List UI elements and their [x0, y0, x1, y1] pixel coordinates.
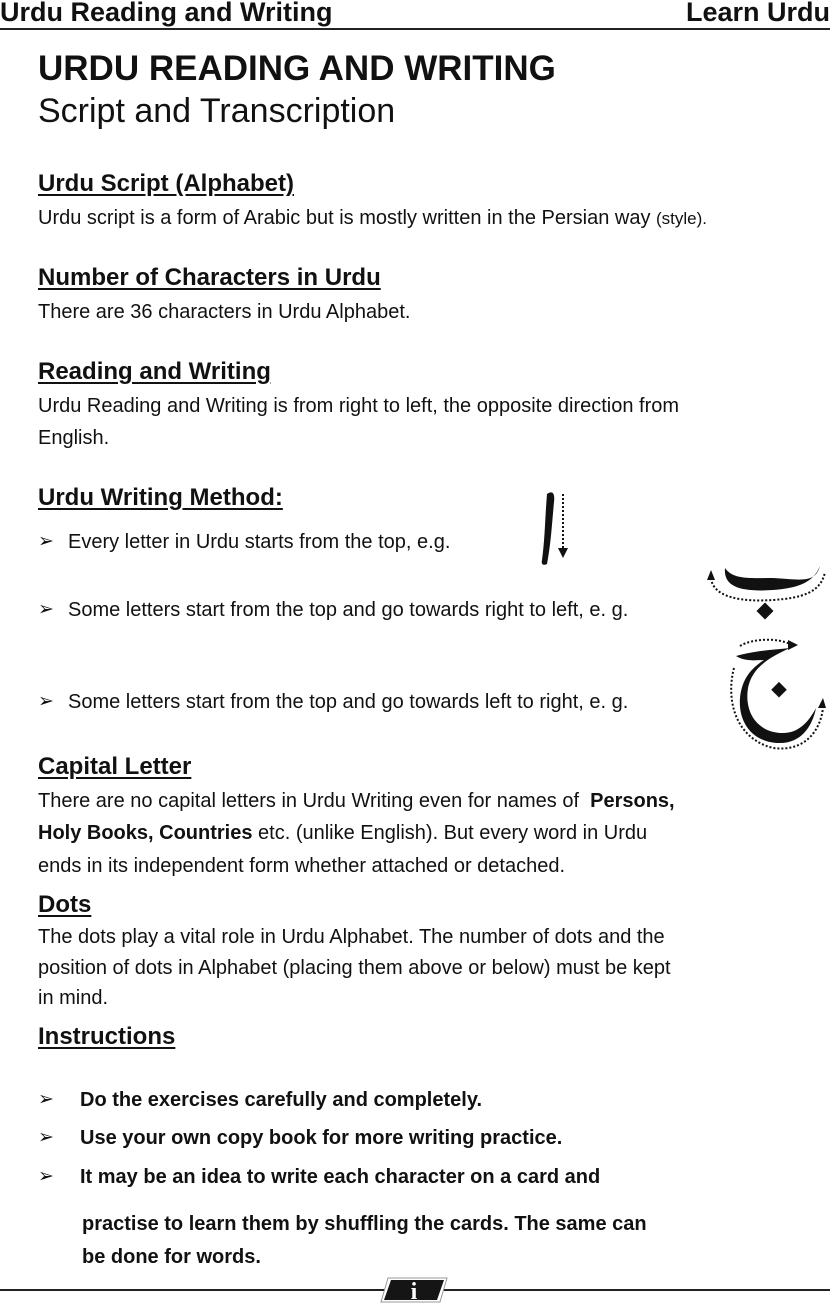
alif-letter-icon: [535, 488, 575, 568]
jeem-letter-icon: [728, 638, 828, 753]
heading-capital-letter: Capital Letter: [38, 753, 192, 780]
count-text: There are 36 characters in Urdu Alphabet.: [38, 301, 411, 323]
capital-text-line: [38, 791, 675, 811]
bullet-arrow-icon: ➢: [38, 1166, 54, 1187]
page-number: i: [410, 1279, 418, 1305]
heading-number-of-characters: Number of Characters in Urdu: [38, 264, 381, 291]
capital-text-bold: Persons,: [590, 790, 675, 812]
method-bullet: Some letters start from the top and go towards right to left, e. g.: [68, 599, 629, 621]
script-text: [38, 208, 707, 228]
capital-text-line: ends in its independent form whether attached or detached.: [38, 855, 566, 877]
instruction-continuation: practise to learn them by shuffling the cards. The same can: [82, 1213, 647, 1235]
capital-text: There are no capital letters in Urdu Writing even for names of: [38, 790, 579, 812]
header-rule: [0, 28, 830, 30]
heading-instructions: Instructions: [38, 1023, 176, 1050]
bullet-arrow-icon: ➢: [38, 1089, 54, 1110]
heading-reading-writing: Reading and Writing: [38, 358, 271, 385]
heading-writing-method: Urdu Writing Method:: [38, 484, 283, 511]
bullet-arrow-icon: ➢: [38, 531, 54, 552]
bullet-arrow-icon: ➢: [38, 691, 54, 712]
page-subtitle: Script and Transcription: [38, 92, 396, 130]
capital-text-line: [38, 823, 647, 843]
heading-dots: Dots: [38, 891, 92, 918]
bullet-arrow-icon: ➢: [38, 599, 54, 620]
instruction-bullet: Use your own copy book for more writing practice.: [80, 1127, 563, 1149]
instruction-bullet: It may be an idea to write each character on a card and: [80, 1166, 601, 1188]
reading-text-line: English.: [38, 427, 110, 449]
reading-text-line: Urdu Reading and Writing is from right to left, the opposite direction from: [38, 395, 680, 417]
dots-text-line: The dots play a vital role in Urdu Alphabet. The number of dots and the: [38, 926, 665, 948]
page-title: URDU READING AND WRITING: [38, 49, 556, 88]
page-number-badge: [380, 1277, 448, 1303]
script-text-note: (style).: [656, 209, 708, 228]
dots-text-line: position of dots in Alphabet (placing them above or below) must be kept: [38, 957, 671, 979]
method-bullet: Some letters start from the top and go towards left to right, e. g.: [68, 691, 629, 713]
capital-text-bold: Holy Books, Countries: [38, 822, 253, 844]
be-letter-icon: [703, 558, 828, 628]
instruction-continuation: be done for words.: [82, 1246, 261, 1268]
capital-text: etc. (unlike English). But every word in Urdu: [252, 822, 648, 844]
running-header-left: Urdu Reading and Writing: [0, 0, 333, 27]
script-text-main: Urdu script is a form of Arabic but is mostly written in the Persian way: [38, 207, 651, 229]
running-header-right: Learn Urdu: [685, 0, 830, 27]
method-bullet: Every letter in Urdu starts from the top, e.g.: [68, 531, 451, 553]
heading-urdu-script: Urdu Script (Alphabet): [38, 170, 294, 197]
bullet-arrow-icon: ➢: [38, 1127, 54, 1148]
dots-text-line: in mind.: [38, 987, 109, 1009]
instruction-bullet: Do the exercises carefully and completely.: [80, 1089, 483, 1111]
